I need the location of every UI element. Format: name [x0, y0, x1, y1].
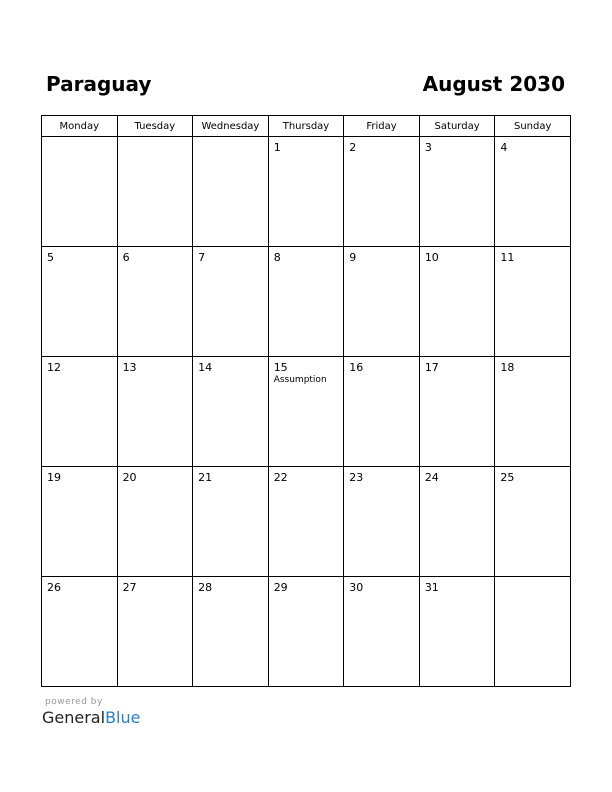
weekday-header: Thursday	[268, 116, 344, 137]
day-number: 10	[424, 251, 439, 264]
day-cell	[193, 357, 269, 467]
week-row	[42, 137, 571, 247]
day-cell	[117, 577, 193, 687]
day-cell	[42, 467, 118, 577]
day-number: 18	[500, 361, 515, 374]
day-cell	[42, 577, 118, 687]
day-cell	[495, 137, 571, 247]
week-row	[42, 577, 571, 687]
day-cell	[193, 247, 269, 357]
day-number: 8	[273, 251, 281, 264]
day-cell	[344, 137, 420, 247]
weekday-header: Saturday	[419, 116, 495, 137]
day-number: 5	[47, 251, 54, 264]
country-title: Paraguay	[46, 72, 152, 96]
day-cell	[419, 137, 495, 247]
day-number: 31	[424, 581, 439, 594]
day-cell	[344, 577, 420, 687]
day-number: 21	[198, 471, 213, 484]
day-cell	[344, 357, 420, 467]
day-number: 3	[424, 141, 432, 154]
day-cell	[268, 247, 344, 357]
day-number: 13	[122, 361, 137, 374]
day-cell	[268, 137, 344, 247]
day-number: 7	[198, 251, 206, 264]
day-number: 23	[349, 471, 364, 484]
day-number: 19	[47, 471, 61, 484]
day-cell	[268, 357, 344, 467]
month-year-title: August 2030	[422, 72, 565, 96]
day-cell	[117, 247, 193, 357]
day-number: 22	[273, 471, 288, 484]
day-number: 6	[122, 251, 130, 264]
calendar-grid	[41, 115, 571, 687]
day-number: 14	[198, 361, 213, 374]
day-cell	[42, 137, 118, 247]
day-cell	[495, 467, 571, 577]
day-number: 30	[349, 581, 364, 594]
day-cell	[495, 247, 571, 357]
day-number: 29	[273, 581, 288, 594]
weekday-header: Wednesday	[193, 116, 269, 137]
day-number: 26	[47, 581, 61, 594]
weekday-header: Friday	[344, 116, 420, 137]
weekday-header: Monday	[42, 116, 118, 137]
week-row	[42, 357, 571, 467]
day-cell	[495, 577, 571, 687]
day-number: 28	[198, 581, 213, 594]
day-number: 4	[500, 141, 508, 154]
day-cell	[419, 577, 495, 687]
day-cell	[193, 577, 269, 687]
day-cell	[268, 577, 344, 687]
day-cell	[42, 357, 118, 467]
day-cell	[419, 467, 495, 577]
day-number: 24	[424, 471, 439, 484]
day-number: 9	[349, 251, 357, 264]
week-row	[42, 467, 571, 577]
generalblue-logo[interactable]	[42, 708, 140, 728]
holiday-label: Assumption	[273, 375, 327, 385]
day-cell	[117, 137, 193, 247]
day-cell	[419, 357, 495, 467]
day-number: 2	[349, 141, 357, 154]
day-number: 12	[47, 361, 61, 374]
day-cell	[42, 247, 118, 357]
weekday-header-row	[42, 116, 571, 137]
day-cell	[344, 247, 420, 357]
day-number: 11	[500, 251, 515, 264]
day-cell	[117, 357, 193, 467]
day-number: 15	[273, 361, 288, 374]
day-cell	[495, 357, 571, 467]
day-cell	[344, 467, 420, 577]
day-number: 16	[349, 361, 364, 374]
day-cell	[193, 137, 269, 247]
day-number: 17	[424, 361, 439, 374]
weekday-header: Tuesday	[117, 116, 193, 137]
day-cell	[193, 467, 269, 577]
day-number: 25	[500, 471, 515, 484]
day-number: 27	[122, 581, 137, 594]
day-number: 20	[122, 471, 137, 484]
day-number: 1	[273, 141, 281, 154]
brand-name-part2: Blue	[105, 708, 141, 727]
week-row	[42, 247, 571, 357]
day-cell	[268, 467, 344, 577]
powered-by-label: powered by	[45, 697, 103, 707]
brand-name-part1: General	[42, 708, 106, 727]
day-cell	[117, 467, 193, 577]
weekday-header: Sunday	[495, 116, 571, 137]
day-cell	[419, 247, 495, 357]
